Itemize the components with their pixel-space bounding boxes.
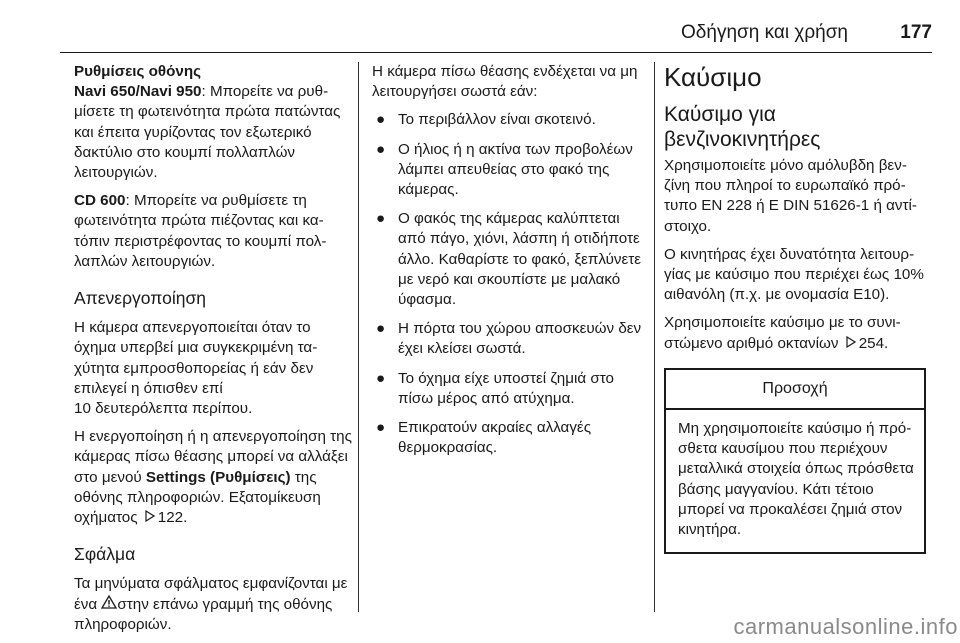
text-octane: Χρησιμοποιείτε καύσιμο με το συνιστώμενο αριθμό οκτανίων — [664, 314, 901, 352]
caution-box — [664, 368, 926, 554]
bullet-dot: ● — [376, 419, 386, 437]
warning-triangle-icon — [101, 595, 117, 615]
page-header — [60, 0, 932, 50]
paragraph-ethanol: Ο κινητήρας έχει δυνατότητα λειτουργίας με καύσιμο που περιέχει έως 10% αιθανόλη (π.χ. με ονομασία E10). — [664, 245, 924, 304]
settings-menu-name: Settings (Ρυθμίσεις) — [145, 468, 291, 486]
bullet-dot: ● — [376, 369, 386, 387]
list-item-text: Επικρατούν ακραίες αλλαγές θερμοκρασίας. — [398, 419, 592, 457]
reference-arrow-icon — [846, 334, 856, 354]
bullet-dot: ● — [376, 140, 386, 158]
watermark: carmanualsonline.info — [733, 614, 958, 639]
list-item-text: Η πόρτα του χώρου αποσκευών δεν έχει κλείσει σωστά. — [398, 320, 642, 358]
reference-122: 122. — [157, 509, 188, 527]
reference-arrow-icon — [145, 508, 155, 528]
column-divider-1 — [358, 62, 359, 612]
text-settings-1: Η ενεργοποίηση ή η απενεργοποίηση της κάμερας πίσω θέασης μπορεί να αλλάξει στο μενού — [74, 428, 352, 486]
paragraph-cd600 — [74, 191, 352, 272]
column-right — [664, 62, 926, 554]
camera-conditions-list — [372, 110, 642, 458]
list-item — [372, 418, 642, 458]
paragraph-octane — [664, 313, 926, 353]
bullet-dot: ● — [376, 210, 386, 228]
heading-error: Σφάλμα — [74, 544, 136, 565]
header-rule — [60, 52, 932, 53]
text-error-1: Τα μηνύματα σφάλματος εμφανίζονται με ένα — [74, 575, 348, 613]
paragraph-camera-intro: Η κάμερα πίσω θέασης ενδέχεται να μη λειτουργήσει σωστά εάν: — [372, 63, 638, 101]
paragraph-settings — [74, 427, 352, 528]
text-settings-2: της οθόνης πληροφοριών. Εξατομίκευση οχήματος — [74, 468, 321, 527]
heading-display-settings: Ρυθμίσεις οθόνης — [74, 63, 202, 80]
label-navi: Navi 650/Navi 950 — [74, 83, 202, 101]
caution-title: Προσοχή — [666, 370, 924, 410]
list-item — [372, 209, 642, 310]
bullet-dot: ● — [376, 111, 386, 129]
column-left — [74, 62, 352, 643]
heading-deactivation: Απενεργοποίηση — [74, 288, 207, 309]
list-item-text: Το περιβάλλον είναι σκοτεινό. — [398, 111, 596, 129]
heading-fuel: Καύσιμο — [664, 62, 762, 92]
list-item-text: Ο φακός της κάμερας καλύπτεται από πάγο, χιόνι, λάσπη ή οτιδήποτε άλλο. Καθαρίστε το φακό, ξεπλύνετε με νερό και σκουπίστε με μαλακό ύφασμα. — [398, 210, 642, 309]
label-cd600: CD 600 — [74, 192, 126, 210]
list-item — [372, 369, 642, 409]
caution-text: Μη χρησιμοποιείτε καύσιμο ή πρόσθετα καυσίμου που περιέχουν μεταλλικά στοιχεία όπως πρόσθετα βάσης μαγγανίου. Κάτι τέτοιο μπορεί να προκαλέσει ζημιά στον κινητήρα. — [678, 420, 914, 539]
paragraph-deactivation — [74, 318, 352, 419]
list-item-text: Ο ήλιος ή η ακτίνα των προβολέων λάμπει απευθείας στο φακό της κάμερας. — [398, 140, 633, 199]
text-deactivation-time: 10 δευτερόλεπτα περίπου. — [74, 400, 253, 418]
heading-petrol-fuel: Καύσιμο για βενζινοκινητήρες — [664, 103, 821, 151]
text-navi: : Μπορείτε να ρυθμίσετε τη φωτεινότητα πρώτα πατώντας και έπειτα γυρίζοντας τον εξωτερικό δακτύλιο στο κουμπί πολλαπλών λειτουργιών. — [74, 83, 341, 182]
column-middle — [372, 62, 642, 467]
paragraph-fuel-standard: Χρησιμοποιείτε μόνο αμόλυβδη βενζίνη που πληροί το ευρωπαϊκό πρότυπο EN 228 ή E DIN 51626-1 ή αντίστοιχο. — [664, 157, 917, 235]
list-item — [372, 140, 642, 201]
paragraph-navi — [74, 82, 352, 183]
list-item-text: Το όχημα είχε υποστεί ζημιά στο πίσω μέρος από ατύχημα. — [398, 369, 614, 407]
reference-254: 254. — [858, 334, 889, 352]
list-item — [372, 110, 642, 130]
bullet-dot: ● — [376, 320, 386, 338]
page-number: 177 — [900, 22, 932, 43]
text-cd600: : Μπορείτε να ρυθμίσετε τη φωτεινότητα πρώτα πιέζοντας και κατόπιν περιστρέφοντας το κουμπί πολλαπλών λειτουργιών. — [74, 192, 327, 270]
list-item — [372, 319, 642, 359]
text-error-2: στην επάνω γραμμή της οθόνης πληροφοριών. — [74, 595, 333, 633]
paragraph-error — [74, 574, 352, 635]
column-divider-2 — [654, 62, 655, 612]
text-deactivation: Η κάμερα απενεργοποιείται όταν το όχημα υπερβεί μια συγκεκριμένη ταχύτητα εμπροσθοπορείας ή εάν δεν επιλεγεί η όπισθεν επί — [74, 319, 318, 397]
header-title: Οδήγηση και χρήση — [681, 22, 848, 43]
